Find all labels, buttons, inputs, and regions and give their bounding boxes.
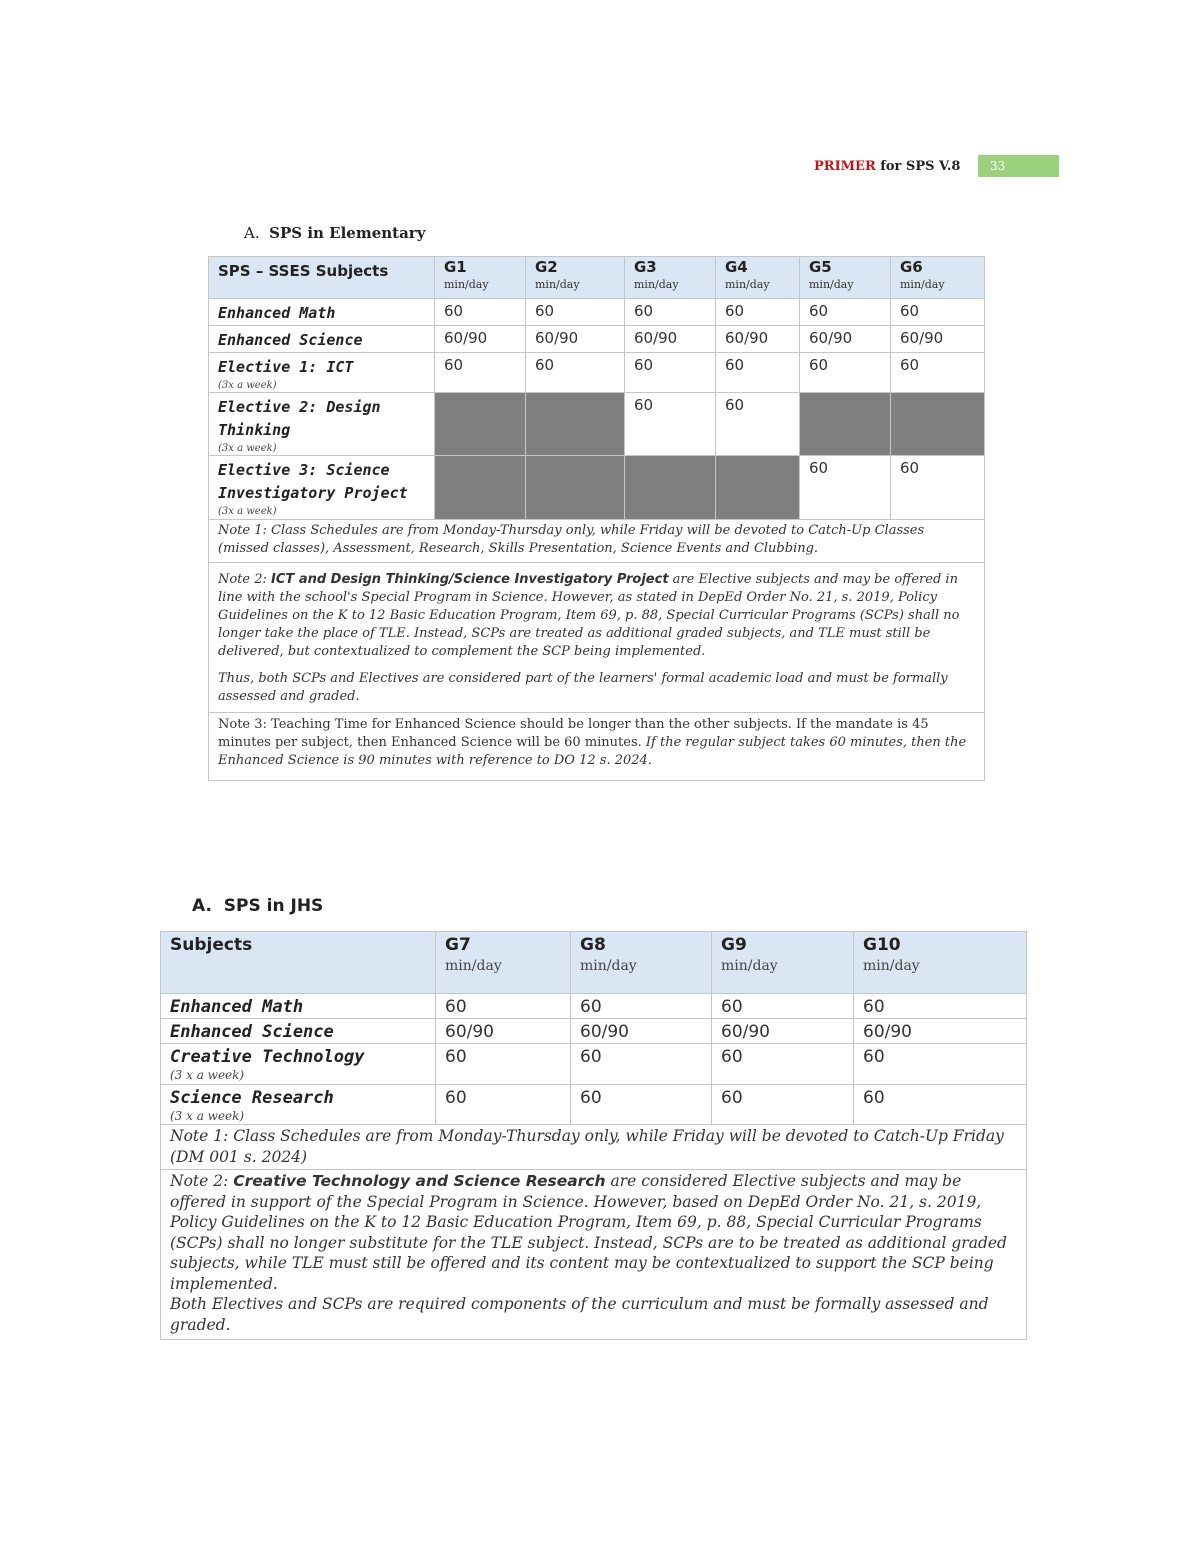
shaded-cell: [800, 393, 891, 456]
cell-value: 60/90: [526, 326, 625, 353]
note-1: Note 1: Class Schedules are from Monday-Thursday only, while Friday will be devoted to Catch-Up Classes (missed classes), Assessment, Research, Skills Presentation, Science Events and Clubbing.: [209, 520, 985, 563]
table-row: [209, 456, 985, 520]
page-number: 33: [978, 155, 1059, 177]
grade-header: G5 min/day: [800, 257, 891, 299]
cell-value: 60/90: [891, 326, 985, 353]
subject-name: Science Research (3 x a week): [161, 1085, 436, 1125]
shaded-cell: [435, 393, 526, 456]
cell-value: 60: [800, 353, 891, 393]
shaded-cell: [435, 456, 526, 520]
shaded-cell: [625, 456, 716, 520]
cell-value: 60: [854, 994, 1027, 1019]
table-header-row: [161, 932, 1027, 994]
table-row: [161, 1019, 1027, 1044]
note-row: [161, 1170, 1027, 1340]
cell-value: 60: [712, 1044, 854, 1085]
cell-value: 60: [435, 353, 526, 393]
cell-value: 60: [712, 994, 854, 1019]
cell-value: 60: [891, 456, 985, 520]
subject-name: Elective 2: Design Thinking (3x a week): [209, 393, 435, 456]
grade-header: G10 min/day: [854, 932, 1027, 994]
cell-value: 60: [891, 299, 985, 326]
cell-value: 60: [800, 299, 891, 326]
note-2: Note 2: ICT and Design Thinking/Science Investigatory Project are Elective subjects and may be offered in line with the school's Special Program in Science. However, as stated in DepEd Order No. 21, s. 2019, Policy Guidelines on the K to 12 Basic Education Program, Item 69, p. 88, Special Curricular Programs (SCPs) shall no longer take the place of TLE. Instead, SCPs are treated as additional graded subjects, and TLE must still be delivered, but contextualized to complement the SCP being implemented. Thus, both SCPs and Electives are considered part of the learners' formal academic load and must be formally assessed and graded.: [209, 563, 985, 713]
table-row: [161, 1085, 1027, 1125]
section-title-jhs: A. SPS in JHS: [192, 896, 324, 916]
cell-value: 60: [625, 353, 716, 393]
table-row: [209, 326, 985, 353]
cell-value: 60/90: [854, 1019, 1027, 1044]
note-row: [209, 713, 985, 781]
table-row: [209, 353, 985, 393]
subject-name: Enhanced Science: [161, 1019, 436, 1044]
grade-header: G3 min/day: [625, 257, 716, 299]
cell-value: 60: [891, 353, 985, 393]
subject-name: Elective 3: Science Investigatory Project (3x a week): [209, 456, 435, 520]
cell-value: 60/90: [625, 326, 716, 353]
cell-value: 60: [716, 299, 800, 326]
note-2: Note 2: Creative Technology and Science Research are considered Elective subjects and may be offered in support of the Special Program in Science. However, based on DepEd Order No. 21, s. 2019, Policy Guidelines on the K to 12 Basic Education Program, Item 69, p. 88, Special Curricular Programs (SCPs) shall no longer substitute for the TLE subject. Instead, SCPs are to be treated as additional graded subjects, while TLE must still be offered and its content may be contextualized to support the SCP being implemented. Both Electives and SCPs are required components of the curriculum and must be formally assessed and graded.: [161, 1170, 1027, 1340]
subject-name: Enhanced Science: [209, 326, 435, 353]
subject-column-header: Subjects: [161, 932, 436, 994]
note-row: [209, 520, 985, 563]
cell-value: 60/90: [712, 1019, 854, 1044]
cell-value: 60: [800, 456, 891, 520]
section-title-elementary: A. SPS in Elementary: [244, 224, 426, 242]
grade-header: G7 min/day: [436, 932, 571, 994]
subject-name: Creative Technology (3 x a week): [161, 1044, 436, 1085]
cell-value: 60: [854, 1044, 1027, 1085]
cell-value: 60: [854, 1085, 1027, 1125]
cell-value: 60/90: [716, 326, 800, 353]
cell-value: 60: [436, 994, 571, 1019]
cell-value: 60: [625, 393, 716, 456]
note-3: Note 3: Teaching Time for Enhanced Science should be longer than the other subjects. If the mandate is 45 minutes per subject, then Enhanced Science will be 60 minutes. If the regular subject takes 60 minutes, then the Enhanced Science is 90 minutes with reference to DO 12 s. 2024.: [209, 713, 985, 781]
shaded-cell: [716, 456, 800, 520]
cell-value: 60/90: [800, 326, 891, 353]
grade-header: G8 min/day: [571, 932, 712, 994]
cell-value: 60: [435, 299, 526, 326]
cell-value: 60: [571, 994, 712, 1019]
jhs-schedule-table: [160, 931, 1027, 1340]
grade-header: G4 min/day: [716, 257, 800, 299]
cell-value: 60: [571, 1044, 712, 1085]
subject-name: Enhanced Math: [209, 299, 435, 326]
table-row: [209, 393, 985, 456]
subject-name: Enhanced Math: [161, 994, 436, 1019]
cell-value: 60/90: [435, 326, 526, 353]
table-header-row: [209, 257, 985, 299]
subject-name: Elective 1: ICT (3x a week): [209, 353, 435, 393]
note-row: [209, 563, 985, 713]
table-row: [161, 994, 1027, 1019]
cell-value: 60/90: [436, 1019, 571, 1044]
note-1: Note 1: Class Schedules are from Monday-Thursday only, while Friday will be devoted to Catch-Up Friday (DM 001 s. 2024): [161, 1125, 1027, 1170]
cell-value: 60: [571, 1085, 712, 1125]
table-row: [209, 299, 985, 326]
cell-value: 60: [625, 299, 716, 326]
cell-value: 60/90: [571, 1019, 712, 1044]
grade-header: G1 min/day: [435, 257, 526, 299]
cell-value: 60: [716, 353, 800, 393]
note-row: [161, 1125, 1027, 1170]
cell-value: 60: [526, 299, 625, 326]
shaded-cell: [526, 456, 625, 520]
cell-value: 60: [712, 1085, 854, 1125]
table-row: [161, 1044, 1027, 1085]
cell-value: 60: [526, 353, 625, 393]
grade-header: G9 min/day: [712, 932, 854, 994]
cell-value: 60: [716, 393, 800, 456]
running-title: PRIMER for SPS V.8: [814, 159, 961, 174]
grade-header: G6 min/day: [891, 257, 985, 299]
grade-header: G2 min/day: [526, 257, 625, 299]
cell-value: 60: [436, 1044, 571, 1085]
elementary-schedule-table: [208, 256, 985, 781]
shaded-cell: [526, 393, 625, 456]
cell-value: 60: [436, 1085, 571, 1125]
subject-column-header: SPS – SSES Subjects: [209, 257, 435, 299]
page-header: [812, 155, 1059, 177]
shaded-cell: [891, 393, 985, 456]
